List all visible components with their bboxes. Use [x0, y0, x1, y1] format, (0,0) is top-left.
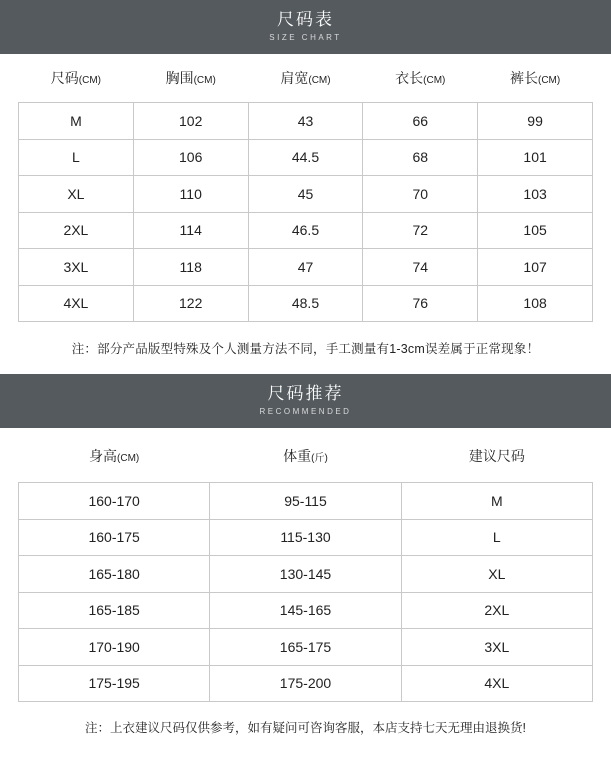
cell: 45 [248, 176, 363, 213]
table-row [19, 103, 593, 140]
column-header-pants-label: 裤长 [509, 70, 538, 86]
table-row [19, 483, 593, 520]
cell: 110 [133, 176, 248, 213]
column-header-length-label: 衣长 [395, 70, 424, 86]
cell: 47 [248, 249, 363, 286]
cell: 165-180 [19, 556, 210, 593]
recommend-table-head [19, 428, 593, 483]
cell: 175-195 [19, 665, 210, 702]
cell: 105 [478, 212, 593, 249]
size-chart-table-wrap [0, 54, 611, 322]
table-row [19, 629, 593, 666]
size-chart-table [18, 54, 593, 322]
cell: 46.5 [248, 212, 363, 249]
table-header-row [19, 428, 593, 483]
cell: XL [401, 556, 592, 593]
cell: XL [19, 176, 134, 213]
column-header-length-unit: (CM) [423, 75, 446, 86]
column-header-size-unit: (CM) [78, 75, 101, 86]
cell: 115-130 [210, 519, 401, 556]
cell: 2XL [19, 212, 134, 249]
column-header-weight-label: 体重 [283, 448, 312, 464]
cell: 48.5 [248, 285, 363, 322]
cell: 102 [133, 103, 248, 140]
cell: 114 [133, 212, 248, 249]
cell: 145-165 [210, 592, 401, 629]
cell: L [19, 139, 134, 176]
column-header-length [363, 54, 478, 103]
recommend-table-wrap [0, 428, 611, 702]
table-row [19, 212, 593, 249]
cell: 99 [478, 103, 593, 140]
size-chart-table-head [19, 54, 593, 103]
table-row [19, 592, 593, 629]
cell: 122 [133, 285, 248, 322]
column-header-suggested-size-label: 建议尺码 [468, 448, 525, 464]
column-header-height-label: 身高 [89, 448, 118, 464]
table-row [19, 665, 593, 702]
recommend-table-body [19, 483, 593, 702]
table-row [19, 249, 593, 286]
cell: 107 [478, 249, 593, 286]
cell: 170-190 [19, 629, 210, 666]
cell: 43 [248, 103, 363, 140]
cell: 165-185 [19, 592, 210, 629]
column-header-bust-unit: (CM) [193, 75, 216, 86]
cell: 106 [133, 139, 248, 176]
column-header-pants-unit: (CM) [537, 75, 561, 86]
cell: 72 [363, 212, 478, 249]
cell: 4XL [401, 665, 592, 702]
cell: 160-175 [19, 519, 210, 556]
cell: 3XL [401, 629, 592, 666]
recommend-banner [0, 374, 611, 428]
table-header-row [19, 54, 593, 103]
cell: 175-200 [210, 665, 401, 702]
cell: 108 [478, 285, 593, 322]
cell: 130-145 [210, 556, 401, 593]
size-chart-title: 尺码表 [277, 10, 334, 29]
table-row [19, 285, 593, 322]
cell: 76 [363, 285, 478, 322]
column-header-size-label: 尺码 [50, 70, 79, 86]
cell: 101 [478, 139, 593, 176]
column-header-suggested-size [401, 428, 592, 483]
recommend-table [18, 428, 593, 702]
cell: 4XL [19, 285, 134, 322]
column-header-height-unit: (CM) [117, 453, 140, 464]
cell: 2XL [401, 592, 592, 629]
cell: 95-115 [210, 483, 401, 520]
column-header-shoulder [248, 54, 363, 103]
cell: 165-175 [210, 629, 401, 666]
cell: M [19, 103, 134, 140]
column-header-weight [210, 428, 401, 483]
size-chart-section [0, 0, 611, 371]
cell: 103 [478, 176, 593, 213]
column-header-shoulder-label: 肩宽 [280, 70, 309, 86]
size-chart-note: 注：部分产品版型特殊及个人测量方法不同，手工测量有1-3cm误差属于正常现象！ [71, 342, 540, 356]
column-header-size [19, 54, 134, 103]
column-header-height [19, 428, 210, 483]
column-header-weight-unit: (斤) [311, 453, 328, 464]
cell: 160-170 [19, 483, 210, 520]
size-chart-table-body [19, 103, 593, 322]
cell: M [401, 483, 592, 520]
cell: 118 [133, 249, 248, 286]
cell: 66 [363, 103, 478, 140]
cell: 68 [363, 139, 478, 176]
column-header-shoulder-unit: (CM) [308, 75, 331, 86]
table-row [19, 556, 593, 593]
recommend-section [0, 374, 611, 748]
cell: 3XL [19, 249, 134, 286]
table-row [19, 139, 593, 176]
recommend-title: 尺码推荐 [267, 384, 344, 403]
size-chart-subtitle: SIZE CHART [269, 33, 342, 42]
cell: 74 [363, 249, 478, 286]
cell: L [401, 519, 592, 556]
cell: 44.5 [248, 139, 363, 176]
cell: 70 [363, 176, 478, 213]
column-header-bust [133, 54, 248, 103]
table-row [19, 519, 593, 556]
size-chart-banner [0, 0, 611, 54]
recommend-note: 注：上衣建议尺码仅供参考，如有疑问可咨询客服，本店支持七天无理由退换货! [85, 721, 526, 735]
column-header-bust-label: 胸围 [165, 70, 194, 86]
recommend-subtitle: RECOMMENDED [259, 407, 352, 416]
table-row [19, 176, 593, 213]
column-header-pants [478, 54, 593, 103]
